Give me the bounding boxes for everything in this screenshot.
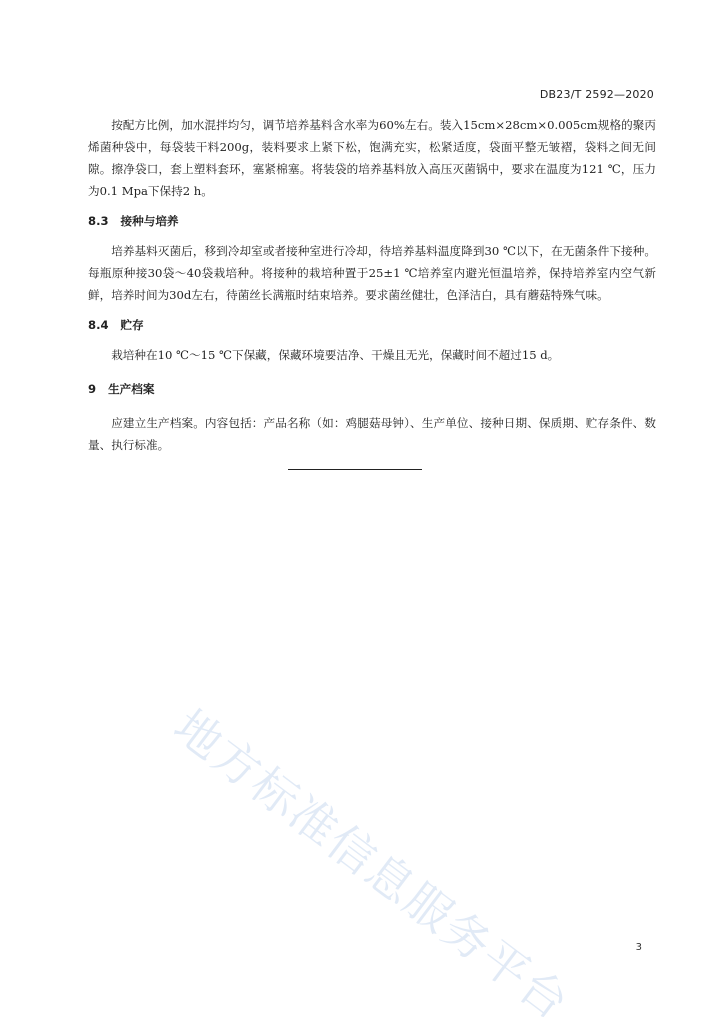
section-heading-8-3	[88, 210, 656, 232]
section-heading-8-4	[88, 314, 656, 336]
paragraph-storage: 栽培种在10 ℃～15 ℃下保藏，保藏环境要洁净、干燥且无光，保藏时间不超过15 d。	[111, 348, 560, 362]
section-heading-9	[88, 378, 656, 400]
paragraph-media-prep: 按配方比例，加水混拌均匀，调节培养基料含水率为60%左右。装入15cm×28cm×0.005cm规格的聚丙烯菌种袋中，每袋装干料200g，装料要求上紧下松，饱满充实，松紧适度，袋面平整无皱褶，袋料之间无间隙。擦净袋口，套上塑料套环，塞紧棉塞。将装袋的培养基料放入高压灭菌锅中，要求在温度为121 ℃，压力为0.1 Mpa下保持2 h。	[88, 118, 656, 198]
watermark-text: 地方标准信息服务平台	[163, 698, 580, 1031]
paragraph-inoculation: 培养基料灭菌后，移到冷却室或者接种室进行冷却，待培养基料温度降到30 ℃以下，在无菌条件下接种。每瓶原种接30袋～40袋栽培种。将接种的栽培种置于25±1 ℃培养室内避光恒温培养，保持培养室内空气新鲜，培养时间为30d左右，待菌丝长满瓶时结束培养。要求菌丝健壮，色泽洁白，具有蘑菇特殊气味。	[88, 244, 656, 302]
section-title: 接种与培养	[120, 214, 179, 228]
section-title: 生产档案	[108, 382, 155, 396]
standard-code: DB23/T 2592—2020	[539, 88, 654, 101]
page-number: 3	[635, 942, 642, 953]
section-number: 8.4	[88, 318, 109, 332]
paragraph-records: 应建立生产档案。内容包括：产品名称（如：鸡腿菇母钟）、生产单位、接种日期、保质期、贮存条件、数量、执行标准。	[88, 416, 656, 452]
section-title: 贮存	[120, 318, 144, 332]
section-number: 9	[88, 382, 97, 396]
end-of-document-line	[288, 469, 422, 470]
document-body	[88, 114, 656, 456]
section-number: 8.3	[88, 214, 109, 228]
